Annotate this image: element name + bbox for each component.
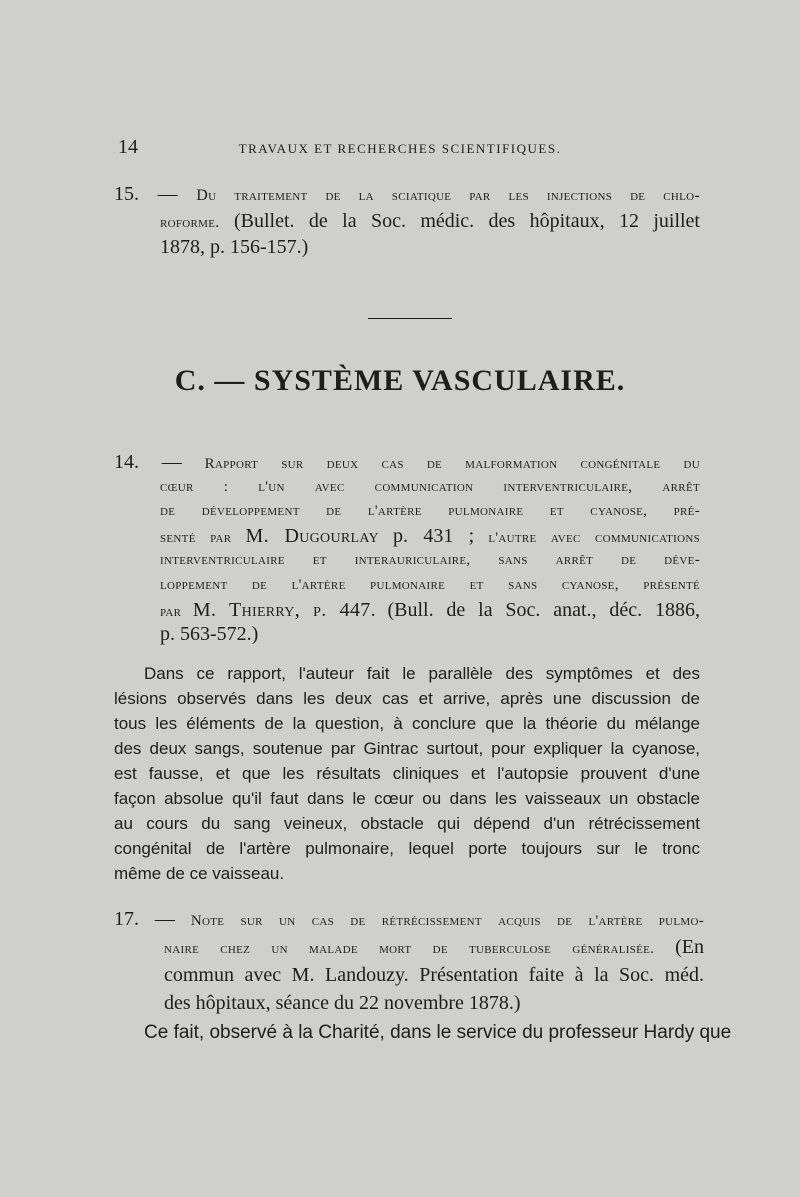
- entry-reference: (Bullet. de la Soc. médic. des hôpitaux, 12 juillet: [233, 209, 700, 232]
- entry-17: 17. — Note sur un cas de rétrécissement acquis de l'artère pulmo- naire chez un malade mort de tuberculose généralisée. (En commun avec M. Landouzy. Présentation faite à la Soc. méd. des hôpitaux, séance du 22 novembre 1878.): [114, 908, 704, 1014]
- page-number: 14: [118, 136, 138, 158]
- entry-number: 15.: [114, 183, 139, 205]
- entry-15: 15. — Du traitement de la sciatique par les injections de chlo- roforme. (Bullet. de la Soc. médic. des hôpitaux, 12 juillet 1878, p. 156-157.): [114, 183, 701, 259]
- body-paragraph-start: Ce fait, observé à la Charité, dans le service du professeur Hardy que: [144, 1022, 732, 1043]
- entry-14: 14. — Rapport sur deux cas de malformation congénitale du cœur : l'un avec communication interventriculaire, arrêt de développement de l'artère pulmonaire et cyanose, pré- senté par M. Dugourlay p. 431 ; l'autre avec communications interventriculaire et interauriculaire, sans arrêt de déve- loppement de l'artère pulmonaire et sans cyanose, présenté par M. Thierry, p. 447. (Bull. de la Soc. anat., déc. 1886, p. 563-572.): [114, 451, 701, 646]
- entry-number: 17.: [114, 908, 139, 930]
- section-title: C. — SYSTÈME VASCULAIRE.: [174, 364, 626, 397]
- body-paragraph: Dans ce rapport, l'auteur fait le parallèle des symptômes et des lésions observés dans les deux cas et arrive, après une discussion de tous les éléments de la question, à conclure que la théorie du mélange des deux sangs, soutenue par Gintrac surtout, pour expliquer la cyanose, est fausse, et que les résultats cliniques et l'autopsie prouvent d'une façon absolue qu'il faut dans le cœur ou dans les vaisseaux un obstacle au cours du sang veineux, obstacle qui dépend d'un rétrécissement congénital de l'artère pulmonaire, lequel porte toujours sur le tronc même de ce vaisseau.: [114, 664, 700, 884]
- entry-title: Du traitement de la sciatique par les injections de chlo-: [196, 187, 701, 204]
- running-title: TRAVAUX ET RECHERCHES SCIENTIFIQUES.: [238, 141, 562, 156]
- section-divider: [368, 318, 452, 319]
- entry-number: 14.: [114, 451, 139, 473]
